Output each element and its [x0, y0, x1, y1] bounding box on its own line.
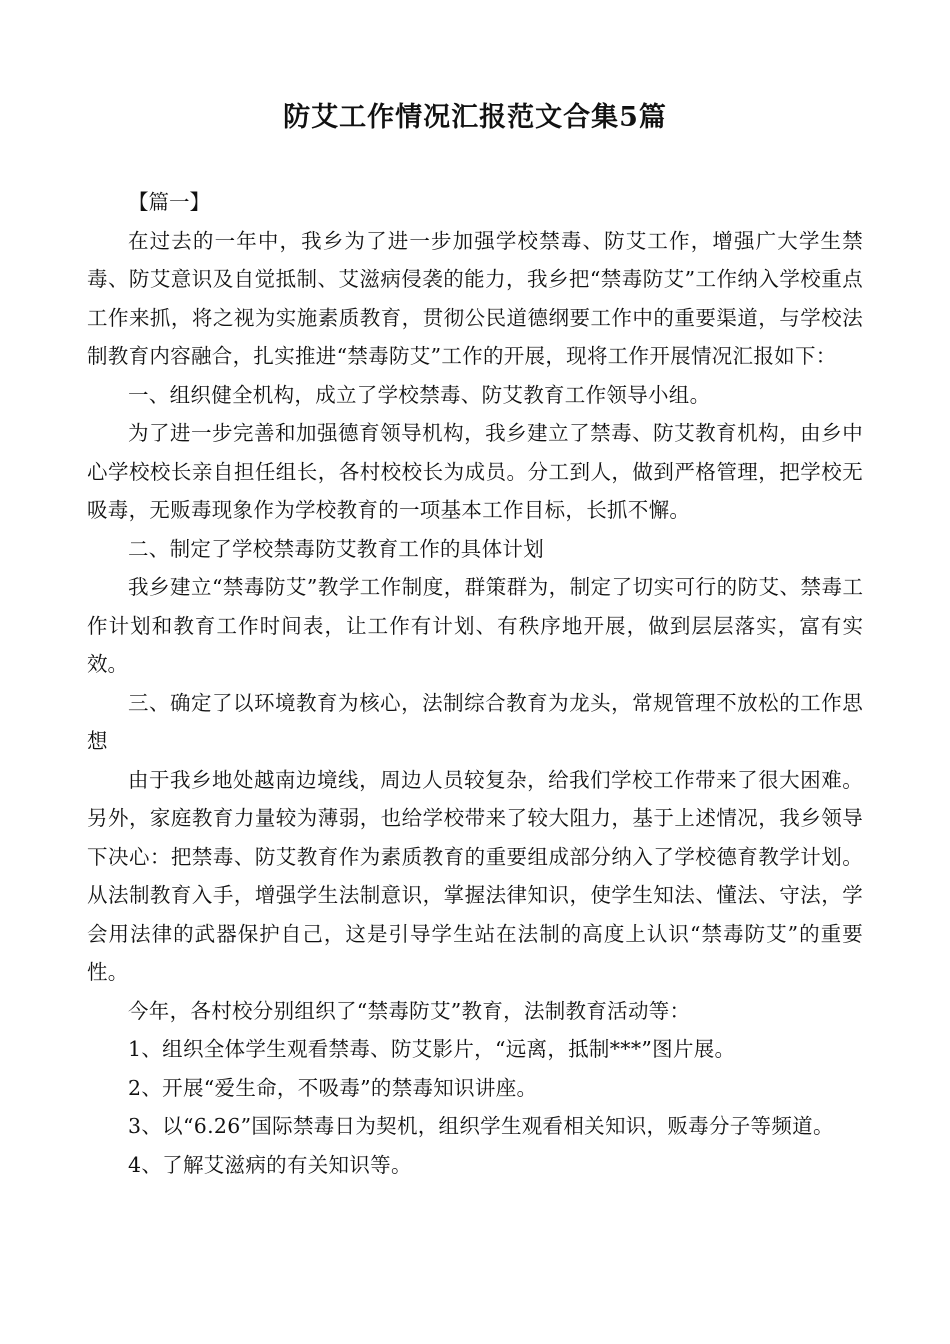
section-label: 【篇一】	[128, 190, 210, 214]
paragraph-activities-intro: 今年，各村校分别组织了“禁毒防艾”教育，法制教育活动等：	[128, 998, 691, 1023]
list-item-3: 3、以“6.26”国际禁毒日为契机，组织学生观看相关知识，贩毒分子等频道。	[128, 1114, 834, 1138]
paragraph-heading-3: 三、确定了以环境教育为核心，法制综合教育为龙头，常规管理不放松的工作思想	[87, 690, 863, 753]
paragraph-plan: 我乡建立“禁毒防艾”教学工作制度，群策群为，制定了切实可行的防艾、禁毒工作计划和教育工作时间表，让工作有计划、有秩序地开展，做到层层落实，富有实效。	[87, 575, 863, 676]
document-title: 防艾工作情况汇报范文合集5篇	[283, 102, 667, 133]
list-item-1: 1、组织全体学生观看禁毒、防艾影片，“远离，抵制***”图片展。	[128, 1037, 736, 1061]
list-item-2: 2、开展“爱生命，不吸毒”的禁毒知识讲座。	[128, 1075, 538, 1100]
paragraph-heading-2: 二、制定了学校禁毒防艾教育工作的具体计划	[128, 536, 544, 561]
paragraph-situation: 由于我乡地处越南边境线，周边人员较复杂，给我们学校工作带来了很大困难。另外，家庭教育力量较为薄弱，也给学校带来了较大阻力，基于上述情况，我乡领导下决心：把禁毒、防艾教育作为素质教育的重要组成部分纳入了学校德育教学计划。从法制教育入手，增强学生法制意识，掌握法律知识，使学生知法、懂法、守法，学会用法律的武器保护自己，这是引导学生站在法制的高度上认识“禁毒防艾”的重要性。	[87, 767, 863, 984]
paragraph-organization: 为了进一步完善和加强德育领导机构，我乡建立了禁毒、防艾教育机构，由乡中心学校校长亲自担任组长，各村校校长为成员。分工到人，做到严格管理，把学校无吸毒，无贩毒现象作为学校教育的一项基本工作目标，长抓不懈。	[87, 421, 863, 522]
list-item-4: 4、了解艾滋病的有关知识等。	[128, 1152, 412, 1177]
paragraph-heading-1: 一、组织健全机构，成立了学校禁毒、防艾教育工作领导小组。	[128, 382, 711, 407]
document-body	[87, 183, 863, 1184]
paragraph-intro: 在过去的一年中，我乡为了进一步加强学校禁毒、防艾工作，增强广大学生禁毒、防艾意识及自觉抵制、艾滋病侵袭的能力，我乡把“禁毒防艾”工作纳入学校重点工作来抓，将之视为实施素质教育，贯彻公民道德纲要工作中的重要渠道，与学校法制教育内容融合，扎实推进“禁毒防艾”工作的开展，现将工作开展情况汇报如下：	[87, 228, 863, 368]
